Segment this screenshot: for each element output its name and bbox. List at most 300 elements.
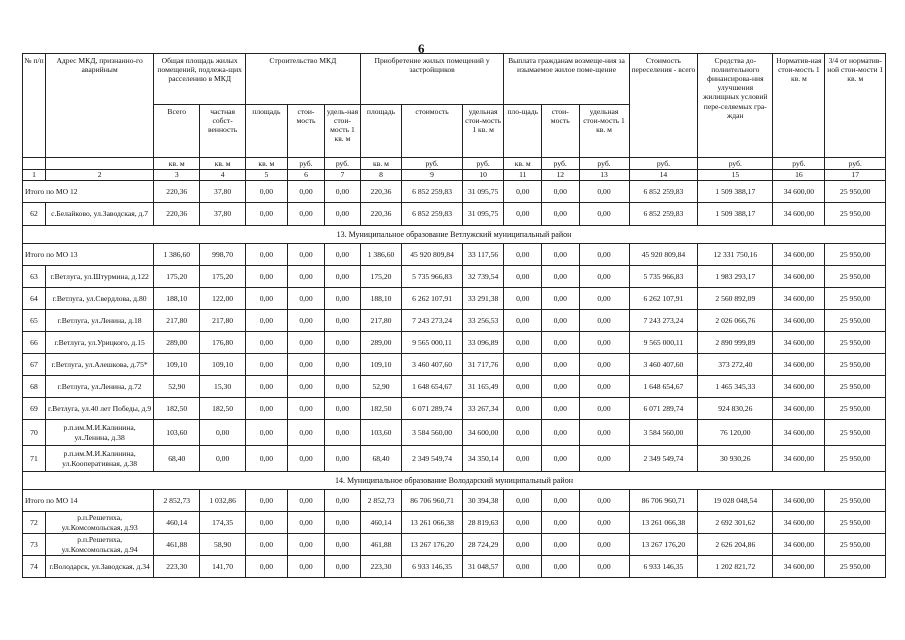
table-cell: 0,00 (325, 354, 360, 376)
section-title: 13. Муниципальное образование Ветлужский муниципальный район (23, 226, 886, 244)
table-cell: 0,00 (287, 288, 325, 310)
col-header-compensation: Выплата гражданам возмеще-ния за изымаемое жилое поме-щение (504, 54, 629, 105)
table-cell: 7 243 273,24 (402, 310, 462, 332)
table-cell: 0,00 (246, 446, 288, 472)
table-cell: 34 600,00 (773, 490, 825, 512)
table-cell: 0,00 (504, 244, 542, 266)
row-number: 67 (23, 354, 46, 376)
table-cell: 12 331 750,16 (698, 244, 773, 266)
address-cell: р.п.им.М.И.Калинина, ул.Ленина, д.38 (45, 420, 153, 446)
table-cell: 0,00 (504, 534, 542, 556)
table-cell: 86 706 960,71 (629, 490, 698, 512)
table-cell: 0,00 (246, 266, 288, 288)
table-cell: 176,80 (200, 332, 246, 354)
total-row (23, 244, 886, 266)
table-cell: 0,00 (504, 446, 542, 472)
table-cell: 0,00 (325, 203, 360, 226)
total-row (23, 490, 886, 512)
unit-cell: руб. (541, 158, 579, 170)
table-cell: 182,50 (360, 398, 402, 420)
table-cell: 6 262 107,91 (402, 288, 462, 310)
table-row (23, 398, 886, 420)
address-cell: г.Ветлуга, ул.40 лет Победы, д.9 (45, 398, 153, 420)
col-header-total-area: Общая площадь жилых помещений, подлежа-щих расселению в МКД (154, 54, 246, 105)
table-cell: 2 852,73 (154, 490, 200, 512)
table-cell: 0,00 (287, 203, 325, 226)
table-cell: 0,00 (246, 181, 288, 203)
unit-cell: кв. м (246, 158, 288, 170)
table-cell: 0,00 (541, 244, 579, 266)
table-cell: 0,00 (504, 376, 542, 398)
table-cell: 33 291,38 (462, 288, 504, 310)
table-cell: 109,10 (360, 354, 402, 376)
table-cell: 3 584 560,00 (629, 420, 698, 446)
table-cell: 6 071 289,74 (402, 398, 462, 420)
table-cell: 0,00 (246, 512, 288, 534)
table-cell: 0,00 (504, 490, 542, 512)
table-row (23, 534, 886, 556)
column-number-cell: 4 (200, 170, 246, 181)
table-cell: 19 028 048,54 (698, 490, 773, 512)
row-number: 69 (23, 398, 46, 420)
table-cell: 1 648 654,67 (629, 376, 698, 398)
table-cell: 0,00 (287, 332, 325, 354)
table-cell: 0,00 (579, 288, 629, 310)
table-cell: 6 852 259,83 (402, 203, 462, 226)
table-cell: 175,20 (360, 266, 402, 288)
table-cell: 0,00 (504, 354, 542, 376)
table-cell: 0,00 (541, 266, 579, 288)
table-cell: 220,36 (154, 203, 200, 226)
table-cell: 13 261 066,38 (629, 512, 698, 534)
table-cell: 223,30 (154, 556, 200, 578)
table-cell: 25 950,00 (825, 556, 886, 578)
col-header-resettlement-cost: Стоимость переселения - всего (629, 54, 698, 158)
table-cell: 0,00 (325, 332, 360, 354)
table-cell: 25 950,00 (825, 398, 886, 420)
table-cell: 1 509 388,17 (698, 203, 773, 226)
table-cell: 3 584 560,00 (402, 420, 462, 446)
table-cell: 0,00 (287, 490, 325, 512)
table-cell: 0,00 (579, 512, 629, 534)
address-cell: р.п.Решетиха, ул.Комсомольская, д.93 (45, 512, 153, 534)
row-number: 66 (23, 332, 46, 354)
table-cell: 924 830,26 (698, 398, 773, 420)
unit-cell (23, 158, 46, 170)
table-cell: 0,00 (579, 446, 629, 472)
unit-cell: руб. (629, 158, 698, 170)
table-cell: 3 460 407,60 (402, 354, 462, 376)
table-cell: 0,00 (325, 534, 360, 556)
table-cell: 1 648 654,67 (402, 376, 462, 398)
table-cell: 34 600,00 (773, 420, 825, 446)
table-cell: 0,00 (325, 266, 360, 288)
table-cell: 0,00 (287, 266, 325, 288)
table-cell: 32 739,54 (462, 266, 504, 288)
table-cell: 37,80 (200, 203, 246, 226)
table-cell: 0,00 (579, 203, 629, 226)
row-number: 62 (23, 203, 46, 226)
table-cell: 0,00 (541, 203, 579, 226)
table-cell: 25 950,00 (825, 420, 886, 446)
table-cell: 0,00 (200, 420, 246, 446)
table-cell: 0,00 (246, 556, 288, 578)
table-cell: 0,00 (579, 332, 629, 354)
table-row (23, 288, 886, 310)
column-number-cell: 2 (45, 170, 153, 181)
address-cell: г.Ветлуга, ул.Урицкого, д.15 (45, 332, 153, 354)
table-row (23, 512, 886, 534)
table-cell: 0,00 (287, 398, 325, 420)
table-cell: 0,00 (541, 181, 579, 203)
table-row (23, 332, 886, 354)
table-cell: 0,00 (541, 490, 579, 512)
table-cell: 0,00 (579, 181, 629, 203)
table-cell: 0,00 (541, 556, 579, 578)
table-cell: 0,00 (579, 420, 629, 446)
table-cell: 31 165,49 (462, 376, 504, 398)
col-header-purchase: Приобретение жилых помещений у застройщиков (360, 54, 504, 105)
table-cell: 34 600,00 (773, 288, 825, 310)
table-cell: 0,00 (541, 512, 579, 534)
table-cell: 13 261 066,38 (402, 512, 462, 534)
table-cell: 34 600,00 (773, 556, 825, 578)
row-number: 72 (23, 512, 46, 534)
table-cell: 0,00 (287, 354, 325, 376)
table-cell: 5 735 966,83 (629, 266, 698, 288)
table-cell: 0,00 (246, 310, 288, 332)
table-cell: 58,90 (200, 534, 246, 556)
table-cell: 34 600,00 (773, 512, 825, 534)
column-numbers-row (23, 170, 886, 181)
unit-cell (45, 158, 153, 170)
table-cell: 2 852,73 (360, 490, 402, 512)
col-subheader: площадь (360, 105, 402, 158)
table-cell: 0,00 (246, 376, 288, 398)
table-cell: 76 120,00 (698, 420, 773, 446)
table-cell: 33 096,89 (462, 332, 504, 354)
table-row (23, 203, 886, 226)
table-cell: 0,00 (246, 288, 288, 310)
table-cell: 289,00 (154, 332, 200, 354)
table-cell: 25 950,00 (825, 266, 886, 288)
table-cell: 2 349 549,74 (629, 446, 698, 472)
table-cell: 0,00 (504, 266, 542, 288)
table-cell: 0,00 (325, 181, 360, 203)
row-number: 70 (23, 420, 46, 446)
table-cell: 0,00 (541, 354, 579, 376)
table-cell: 0,00 (325, 512, 360, 534)
table-cell: 0,00 (504, 310, 542, 332)
table-cell: 45 920 809,84 (629, 244, 698, 266)
table-cell: 25 950,00 (825, 354, 886, 376)
table-cell: 0,00 (504, 512, 542, 534)
table-cell: 0,00 (579, 244, 629, 266)
table-cell: 6 852 259,83 (402, 181, 462, 203)
table-cell: 2 560 892,09 (698, 288, 773, 310)
table-cell: 34 600,00 (773, 181, 825, 203)
table-cell: 0,00 (287, 556, 325, 578)
table-cell: 2 890 999,89 (698, 332, 773, 354)
col-header-three-quarters: 3/4 от норматив-ной стои-мости 1 кв. м (825, 54, 886, 158)
table-cell: 0,00 (541, 420, 579, 446)
address-cell: г.Ветлуга, ул.Ленина, д.18 (45, 310, 153, 332)
table-cell: 461,88 (360, 534, 402, 556)
col-subheader: площадь (246, 105, 288, 158)
unit-cell: руб. (579, 158, 629, 170)
address-cell: г.Ветлуга, ул.Штурмина, д.122 (45, 266, 153, 288)
table-cell: 0,00 (504, 181, 542, 203)
table-cell: 0,00 (541, 310, 579, 332)
table-cell: 0,00 (246, 490, 288, 512)
table-cell: 34 600,00 (773, 203, 825, 226)
col-subheader: удельная стои-мость 1 кв. м (462, 105, 504, 158)
table-cell: 0,00 (541, 288, 579, 310)
table-cell: 0,00 (541, 398, 579, 420)
table-cell: 0,00 (246, 398, 288, 420)
col-subheader: стои-мость (541, 105, 579, 158)
table-cell: 31 095,75 (462, 181, 504, 203)
table-cell: 34 600,00 (773, 376, 825, 398)
table-cell: 289,00 (360, 332, 402, 354)
table-cell: 34 600,00 (773, 534, 825, 556)
table-cell: 0,00 (325, 556, 360, 578)
table-cell: 34 600,00 (773, 332, 825, 354)
col-subheader: удель-ная стои-мость 1 кв. м (325, 105, 360, 158)
table-cell: 25 950,00 (825, 446, 886, 472)
table-cell: 0,00 (541, 534, 579, 556)
table-cell: 9 565 000,11 (402, 332, 462, 354)
table-cell: 0,00 (325, 490, 360, 512)
table-cell: 460,14 (360, 512, 402, 534)
table-cell: 13 267 176,20 (629, 534, 698, 556)
section-row (23, 226, 886, 244)
table-cell: 217,80 (154, 310, 200, 332)
table-cell: 103,60 (154, 420, 200, 446)
table-row (23, 376, 886, 398)
unit-cell: руб. (402, 158, 462, 170)
col-subheader: удельная стои-мость 1 кв. м (579, 105, 629, 158)
column-number-cell: 11 (504, 170, 542, 181)
table-cell: 182,50 (154, 398, 200, 420)
table-cell: 220,36 (360, 181, 402, 203)
table-cell: 34 600,00 (462, 420, 504, 446)
table-row (23, 266, 886, 288)
column-number-cell: 15 (698, 170, 773, 181)
page-number: 6 (418, 41, 425, 56)
address-cell: г.Ветлуга, ул.Алешкова, д.75* (45, 354, 153, 376)
table-cell: 0,00 (504, 556, 542, 578)
table-cell: 34 350,14 (462, 446, 504, 472)
table-cell: 217,80 (360, 310, 402, 332)
column-number-cell: 16 (773, 170, 825, 181)
table-cell: 28 819,63 (462, 512, 504, 534)
table-cell: 461,88 (154, 534, 200, 556)
table-row (23, 556, 886, 578)
table-cell: 34 600,00 (773, 310, 825, 332)
table-cell: 0,00 (504, 203, 542, 226)
table-cell: 2 626 204,86 (698, 534, 773, 556)
table-cell: 460,14 (154, 512, 200, 534)
unit-cell: кв. м (360, 158, 402, 170)
table-cell: 6 852 259,83 (629, 181, 698, 203)
table-cell: 0,00 (287, 244, 325, 266)
column-number-cell: 6 (287, 170, 325, 181)
column-number-cell: 7 (325, 170, 360, 181)
table-cell: 0,00 (541, 332, 579, 354)
table-cell: 33 117,56 (462, 244, 504, 266)
table-cell: 0,00 (541, 446, 579, 472)
table-cell: 1 983 293,17 (698, 266, 773, 288)
table-cell: 220,36 (154, 181, 200, 203)
address-cell: р.п.им.М.И.Калинина, ул.Кооперативная, д.38 (45, 446, 153, 472)
table-cell: 25 950,00 (825, 376, 886, 398)
table-cell: 2 026 066,76 (698, 310, 773, 332)
table-cell: 0,00 (541, 376, 579, 398)
table-cell: 37,80 (200, 181, 246, 203)
table-cell: 6 933 146,35 (629, 556, 698, 578)
table-cell: 0,00 (287, 446, 325, 472)
row-number: 74 (23, 556, 46, 578)
unit-cell: руб. (698, 158, 773, 170)
table-cell: 0,00 (325, 376, 360, 398)
column-number-cell: 10 (462, 170, 504, 181)
row-number: 71 (23, 446, 46, 472)
table-cell: 141,70 (200, 556, 246, 578)
table-cell: 0,00 (287, 420, 325, 446)
table-cell: 217,80 (200, 310, 246, 332)
table-cell: 6 933 146,35 (402, 556, 462, 578)
address-cell: г.Ветлуга, ул.Свердлова, д.80 (45, 288, 153, 310)
table-cell: 0,00 (325, 244, 360, 266)
table-cell: 25 950,00 (825, 288, 886, 310)
table-cell: 68,40 (360, 446, 402, 472)
table-cell: 0,00 (579, 266, 629, 288)
table-cell: 0,00 (579, 354, 629, 376)
table-cell: 30 930,26 (698, 446, 773, 472)
table-cell: 998,70 (200, 244, 246, 266)
address-cell: р.п.Решетиха, ул.Комсомольская, д.94 (45, 534, 153, 556)
total-row (23, 181, 886, 203)
table-cell: 0,00 (246, 420, 288, 446)
row-number: 65 (23, 310, 46, 332)
table-row (23, 354, 886, 376)
table-cell: 0,00 (325, 288, 360, 310)
unit-cell: кв. м (200, 158, 246, 170)
total-label: Итого по МО 12 (23, 181, 154, 203)
column-number-cell: 13 (579, 170, 629, 181)
table-cell: 1 386,60 (154, 244, 200, 266)
table-cell: 45 920 809,84 (402, 244, 462, 266)
table-cell: 3 460 407,60 (629, 354, 698, 376)
table-cell: 2 692 301,62 (698, 512, 773, 534)
table-body (23, 181, 886, 578)
table-cell: 373 272,40 (698, 354, 773, 376)
table-cell: 0,00 (504, 332, 542, 354)
col-header-standard-cost: Норматив-ная стои-мость 1 кв. м (773, 54, 825, 158)
table-cell: 33 256,53 (462, 310, 504, 332)
table-cell: 34 600,00 (773, 354, 825, 376)
table-cell: 175,20 (154, 266, 200, 288)
table-cell: 34 600,00 (773, 266, 825, 288)
table-cell: 6 262 107,91 (629, 288, 698, 310)
table-cell: 0,00 (579, 398, 629, 420)
table-header (23, 54, 886, 181)
table-row (23, 420, 886, 446)
table-cell: 109,10 (200, 354, 246, 376)
table-cell: 31 717,76 (462, 354, 504, 376)
column-number-cell: 17 (825, 170, 886, 181)
table-cell: 220,36 (360, 203, 402, 226)
col-header-additional-funds: Средства до-полнительного финансирова-ния улучшения жилищных условий пере-селяемых гра-ждан (698, 54, 773, 158)
table-cell: 174,35 (200, 512, 246, 534)
table-cell: 188,10 (360, 288, 402, 310)
column-number-cell: 5 (246, 170, 288, 181)
table-cell: 25 950,00 (825, 332, 886, 354)
table-cell: 0,00 (504, 398, 542, 420)
table-cell: 25 950,00 (825, 181, 886, 203)
table-cell: 0,00 (200, 446, 246, 472)
unit-cell: кв. м (504, 158, 542, 170)
table-cell: 0,00 (287, 534, 325, 556)
table-cell: 0,00 (579, 310, 629, 332)
col-subheader: стоимость (402, 105, 462, 158)
resettlement-table (22, 53, 886, 578)
row-number: 68 (23, 376, 46, 398)
table-cell: 1 465 345,33 (698, 376, 773, 398)
table-cell: 6 852 259,83 (629, 203, 698, 226)
col-header-address: Адрес МКД, признанно-го аварийным (45, 54, 153, 158)
table-cell: 13 267 176,20 (402, 534, 462, 556)
table-cell: 0,00 (246, 203, 288, 226)
unit-cell: руб. (287, 158, 325, 170)
col-header-no: № п/п (23, 54, 46, 158)
table-cell: 0,00 (287, 310, 325, 332)
table-cell: 34 600,00 (773, 244, 825, 266)
table-cell: 0,00 (246, 534, 288, 556)
total-label: Итого по МО 14 (23, 490, 154, 512)
units-row (23, 158, 886, 170)
table-cell: 0,00 (287, 512, 325, 534)
table-cell: 7 243 273,24 (629, 310, 698, 332)
table-cell: 86 706 960,71 (402, 490, 462, 512)
table-cell: 0,00 (246, 332, 288, 354)
column-number-cell: 1 (23, 170, 46, 181)
col-subheader: частная собст-венность (200, 105, 246, 158)
table-cell: 0,00 (325, 310, 360, 332)
table-cell: 188,10 (154, 288, 200, 310)
table-cell: 2 349 549,74 (402, 446, 462, 472)
table-cell: 25 950,00 (825, 310, 886, 332)
table-cell: 52,90 (360, 376, 402, 398)
table-cell: 0,00 (504, 288, 542, 310)
table-cell: 223,30 (360, 556, 402, 578)
table-cell: 25 950,00 (825, 244, 886, 266)
table-cell: 1 032,86 (200, 490, 246, 512)
table-cell: 122,00 (200, 288, 246, 310)
unit-cell: руб. (462, 158, 504, 170)
table-cell: 52,90 (154, 376, 200, 398)
table-row (23, 310, 886, 332)
table-cell: 68,40 (154, 446, 200, 472)
table-cell: 0,00 (287, 181, 325, 203)
table-cell: 1 386,60 (360, 244, 402, 266)
table-cell: 28 724,29 (462, 534, 504, 556)
table-cell: 25 950,00 (825, 203, 886, 226)
table-cell: 175,20 (200, 266, 246, 288)
unit-cell: руб. (773, 158, 825, 170)
column-number-cell: 14 (629, 170, 698, 181)
